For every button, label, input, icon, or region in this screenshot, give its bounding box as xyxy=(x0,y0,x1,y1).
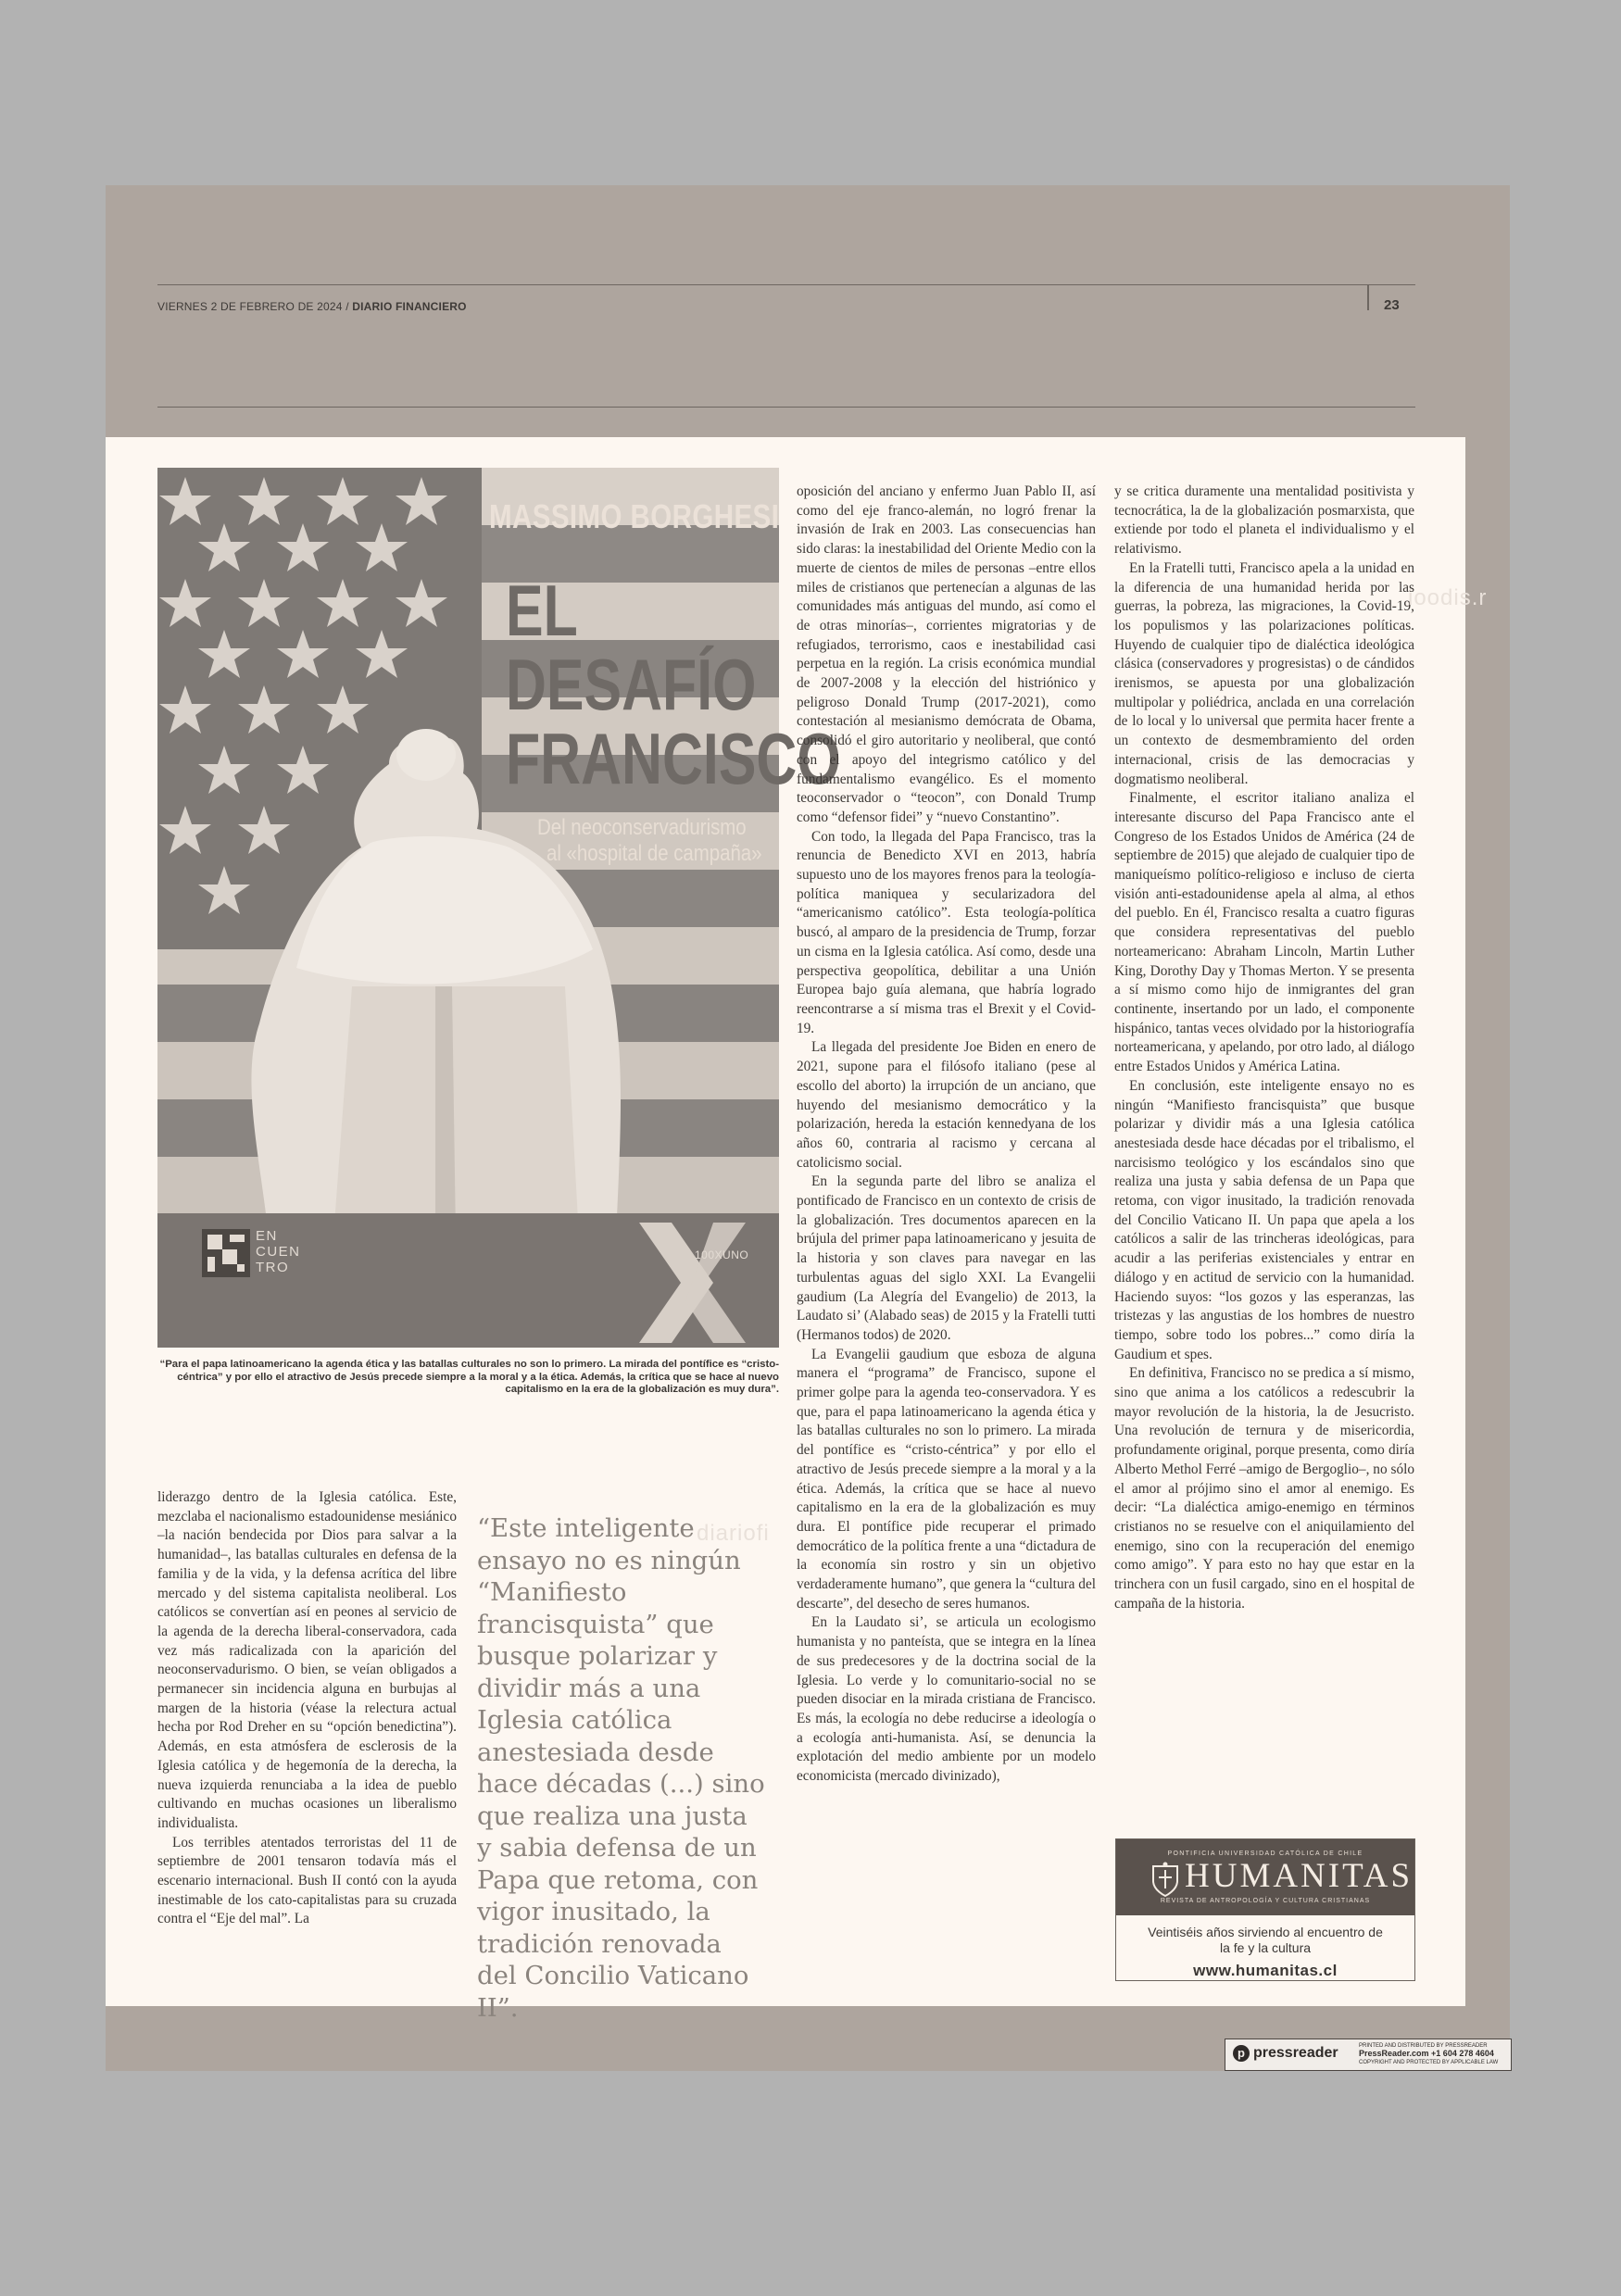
paragraph: Con todo, la llegada del Papa Francisco, tras la renuncia de Benedicto XVI en 2013, habría supuesto uno de los mayores frenos para la teología-política maniquea y secularizadora del “americanismo católico”. Esta teología-política buscó, al amparo de la presidencia de Trump, forzar un cisma en la Iglesia católica. Así como, desde una perspectiva geopolítica, debilitar a una Unión Europea bajo guía alemana, que habría logrado reencontrarse a sí misma tras el Brexit y el Covid-19. xyxy=(797,828,1096,1036)
cover-author: MASSIMO BORGHESI xyxy=(489,497,780,535)
paragraph: liderazgo dentro de la Iglesia católica. Este, mezclaba el nacionalismo estadounidense mesiánico –la nación bendecida por Dios para salvar a la humanidad–, las batallas culturales en defensa de la familia y de la vida, y la defensa acrítica del libre mercado y del sistema capitalista neoliberal. Los católicos se convertían así en peones al servicio de la agenda de la derecha liberal-conservadora, cada vez más radicalizada con la aparición del neoconservadurismo. O bien, se veían obligados a permanecer sin incidencia alguna en burbujas al margen de la historia (véase la relectura actual hecha por Rod Dreher en su “opción benedictina”). Además, en esta atmósfera de esclerosis de la Iglesia católica y de hegemonía de la derecha, la nueva izquierda renunciaba a la idea de pueblo cultivando en muchas ocasiones un liberalismo individualista. xyxy=(157,1489,457,1831)
pressreader-text xyxy=(1359,2042,1498,2066)
page-number: 23 xyxy=(1384,297,1400,313)
ad-institution: PONTIFICIA UNIVERSIDAD CATÓLICA DE CHILE xyxy=(1167,1851,1363,1857)
ad-tagline xyxy=(1116,1925,1414,1956)
paragraph: oposición del anciano y enfermo Juan Pablo II, así como del eje franco-alemán, no logró frenar la invasión de Irak en 2003. Las consecuencias han sido claras: la inestabilidad del Oriente Medio con la muerte de cientos de miles de personas –entre ellos miles de cristianos que pertenecían a algunas de las comunidades más antiguas del mundo, así como el de otras minorías–, corrientes migratorias y de refugiados, terrorismo, caos e inestabilidad casi perpetua en la región. La crisis económica mundial de 2007-2008 y la elección del histriónico y peligroso Donald Trump (2017-2021), como contestación al mesianismo demócrata de Obama, consolidó el giro autoritario y neoliberal, que contó con el apoyo del integrismo católico y del fundamentalismo evangélico. Es el momento teoconservador o “teocon”, con Donald Trump como “defensor fidei” y “nuevo Constantino”. xyxy=(797,483,1096,825)
article-column-middle xyxy=(797,483,1096,1787)
header-tick xyxy=(1367,284,1369,310)
cover-artwork xyxy=(157,468,779,1348)
pressreader-p-icon: p xyxy=(1233,2045,1250,2062)
paragraph: y se critica duramente una mentalidad positivista y tecnocrática, la de la globalización posmarxista, que extiende por todo el planeta el individualismo y el relativismo. xyxy=(1114,483,1414,558)
pressreader-badge[interactable] xyxy=(1225,2039,1512,2071)
cover-title-line2: DESAFÍO xyxy=(506,644,757,725)
paragraph: Los terribles atentados terroristas del 11 de septiembre de 2001 tensaron todavía más el escenario internacional. Bush II contó con la ayuda inestimable de los cato-capitalistas para su cruzada contra el “Eje del mal”. La xyxy=(157,1834,457,1927)
ad-tagline-line2: la fe y la cultura xyxy=(1219,1940,1312,1955)
header-date: VIERNES 2 DE FEBRERO DE 2024 / DIARIO FINANCIERO xyxy=(157,300,467,313)
paragraph: En la segunda parte del libro se analiza el pontificado de Francisco en un contexto de crisis de la globalización. Tres documentos aparecen en la brújula del primer papa latinoamericano y jesuita de la historia y son claves para navegar en las turbulentas aguas del siglo XXI. La Evangelii gaudium (La Alegría del Evangelio) de 2013, la Laudato si’ (Alabado seas) de 2015 y la Fratelli tutti (Hermanos todos) de 2020. xyxy=(797,1173,1096,1343)
book-cover-image xyxy=(157,468,779,1348)
ad-tagline-line1: Veintiséis años sirviendo al encuentro de xyxy=(1148,1925,1383,1939)
ad-url-link[interactable]: www.humanitas.cl xyxy=(1193,1962,1338,1979)
paragraph: En definitiva, Francisco no se predica a sí mismo, sino que anima a los católicos a redescubrir la mayor revolución de la historia, la de Jesucristo. Una revolución de ternura y de misericordia, profundamente original, porque presenta, como diría Alberto Methol Ferré –amigo de Bergoglio–, no sólo el amor al prójimo sino el amor al enemigo. Es decir: “La dialéctica amigo-enemigo en términos cristianos no se resuelve con el aniquilamiento del enemigo, sino con la recuperación del enemigo como amigo”. Y para esto no hay que estar en la trinchera con un fusil cargado, sino en el hospital de campaña de la historia. xyxy=(1114,1365,1414,1612)
cover-subtitle-line1: Del neoconservadurismo xyxy=(537,815,747,840)
ad-header xyxy=(1116,1839,1414,1915)
cover-title-line1: EL xyxy=(506,570,578,651)
paragraph: La Evangelii gaudium que esboza de alguna manera el “programa” de Francisco, supone el primer golpe para la agenda teo-conservadora. Y es que, para el papa latinoamericano la agenda ética y las batallas culturales no son lo primero. La mirada del pontífice es “cristo-céntrica” y por ello el atractivo de Jesús precede siempre a la moral y a la ética. Además, la crítica que se hace al nuevo capitalismo en la era de la globalización es muy dura. El pontífice pide recuperar el primado democrático de la política frente a una “dictadura de la economía sin rostro y sin un objetivo verdaderamente humano”, que genera la “cultura del descarte”, del desecho de seres humanos. xyxy=(797,1346,1096,1612)
series-logo: 100XUNO xyxy=(695,1248,749,1261)
pressreader-line1: PRINTED AND DISTRIBUTED BY PRESSREADER xyxy=(1359,2043,1488,2049)
header-publication: DIARIO FINANCIERO xyxy=(352,300,467,313)
publisher-name: EN CUEN TRO xyxy=(256,1228,301,1275)
crest-icon xyxy=(1150,1861,1181,1898)
paragraph: En conclusión, este inteligente ensayo no es ningún “Manifiesto francisquista” que busque polarizar y dividir más a una Iglesia católica anestesiada desde hace décadas por el tribalismo, el narcisismo teológico y los escándalos sino que realiza una justa y sabia defensa de un Papa que retoma, con vigor inusitado, la tradición renovada del Concilio Vaticano II. Un papa que apela a los católicos a salir de las trincheras ideológicas, para acudir a las periferias existenciales y entrar en diálogo y en actitud de servicio con la humanidad. Haciendo suyos: “los gozos y las esperanzas, las tristezas y las angustias de los hombres de nuestro tiempo, sobre todo los pobres...” como diría la Gaudium et spes. xyxy=(1114,1077,1414,1362)
paragraph: En la Fratelli tutti, Francisco apela a la unidad en la diferencia de una humanidad herida por las guerras, la pobreza, las migraciones, la Covid-19, los populismos y las polarizaciones políticas. Huyendo de cualquier tipo de dialéctica ideológica clásica (conservadores y progresistas) o de cándidos irenismos, se apuesta por una globalización multipolar y poliédrica, anclada en una correlación de lo local y lo universal que permita hacer frente a un contexto de desmembramiento del orden internacional, crisis de las democracias y dogmatismo neoliberal. xyxy=(1114,559,1414,787)
publisher-logo-icon xyxy=(202,1229,250,1277)
paragraph: La llegada del presidente Joe Biden en enero de 2021, supone para el filósofo italiano (pese al escollo del aborto) la irrupción de un anciano, que huyendo del mesianismo democrático y la polarización, hereda la estación kennedyana de los años 60, contraria al racismo y cercana al catolicismo social. xyxy=(797,1039,1096,1171)
cover-title-line3: FRANCISCO xyxy=(506,718,841,799)
header-rule-top xyxy=(157,284,1415,285)
pressreader-logo: p pressreader xyxy=(1233,2045,1338,2062)
pressreader-line3: COPYRIGHT AND PROTECTED BY APPLICABLE LAW xyxy=(1359,2060,1499,2065)
watermark-right: ioodis.r xyxy=(1408,585,1488,610)
pressreader-line2: PressReader.com +1 604 278 4604 xyxy=(1359,2049,1494,2058)
cover-subtitle-line2: al «hospital de campaña» xyxy=(547,841,762,866)
ad-brand-name: HUMANITAS xyxy=(1185,1857,1414,1895)
article-column-left xyxy=(157,1488,457,1929)
watermark-mid: diariofi xyxy=(697,1521,770,1546)
paragraph: Finalmente, el escritor italiano analiza el interesante discurso del Papa Francisco ante el Congreso de los Estados Unidos de América (24 de septiembre de 2015) que alejado de cualquier tipo de maniqueísmo político-religioso e incluso de cierta visión anti-estadounidense apela al alma, al ethos del pueblo. En él, Francisco resalta a cuatro figuras que considera representativas del pueblo norteamericano: Abraham Lincoln, Martin Luther King, Dorothy Day y Thomas Merton. Y se presenta a sí mismo como hijo de inmigrantes del gran continente, insertando por un lado, el componente hispánico, tantas veces olvidado por la historiografía norteamericana, y apelando, por otro lado, al diálogo entre Estados Unidos y América Latina. xyxy=(1114,790,1414,1075)
article-column-right xyxy=(1114,483,1414,1613)
pull-quote: “Este inteligente ensayo no es ningún “Manifiesto francisquista” que busque polarizar y dividir más a una Iglesia católica anestesiada desde hace décadas (...) sino que realiza una justa y sabia defensa de un Papa que retoma, con vigor inusitado, la tradición renovada del Concilio Vaticano II”. xyxy=(477,1513,765,2023)
image-caption: “Para el papa latinoamericano la agenda ética y las batallas culturales no son lo primero. La mirada del pontífice es “cristo-céntrica” y por ello el atractivo de Jesús precede siempre a la moral y a la ética. Además, la crítica que se hace al nuevo capitalismo en la era de la globalización es muy dura”. xyxy=(159,1359,779,1395)
paragraph: En la Laudato si’, se articula un ecologismo humanista y no panteísta, que se integra en la línea de sus predecesores y de la doctrina social de la Iglesia. Lo verde y lo comunitario-social no se pueden disociar en la mirada cristiana de Francisco. Es más, la ecología no debe reducirse a ideología o a ecología anti-humanista. Así, se denuncia la explotación del medio ambiente por un modelo economicista (mercado divinizado), xyxy=(797,1614,1096,1785)
header-rule-bottom xyxy=(157,407,1415,408)
humanitas-advertisement xyxy=(1115,1838,1415,1981)
ad-description: REVISTA DE ANTROPOLOGÍA Y CULTURA CRISTIANAS xyxy=(1160,1898,1371,1904)
